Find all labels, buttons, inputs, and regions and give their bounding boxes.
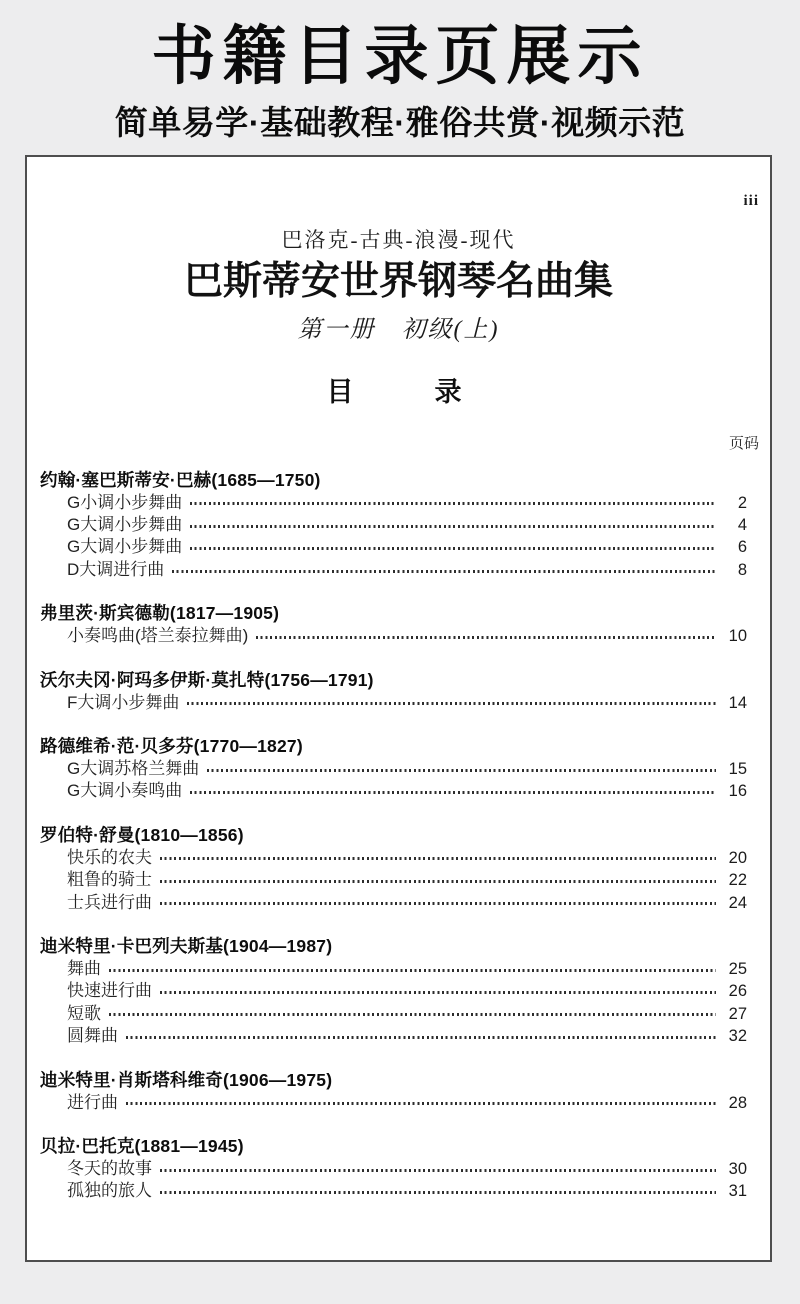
toc-list: [27, 469, 770, 1203]
piece-title: 快速进行曲: [67, 981, 152, 1001]
piece-title: 小奏鸣曲(塔兰泰拉舞曲): [67, 626, 249, 646]
toc-entry: [40, 692, 747, 714]
dot-leader: [190, 547, 716, 550]
page-number: 2: [737, 493, 747, 512]
composer-heading: 约翰·塞巴斯蒂安·巴赫(1685—1750): [40, 469, 321, 490]
composer-heading: 沃尔夫冈·阿玛多伊斯·莫扎特(1756—1791): [40, 669, 374, 690]
dot-leader: [160, 1169, 716, 1172]
toc-section: [40, 1135, 747, 1203]
banner-subtitle: 简单易学·基础教程·雅俗共赏·视频示范: [114, 104, 686, 142]
piece-title: D大调进行曲: [67, 559, 165, 579]
piece-title: 快乐的农夫: [67, 847, 152, 867]
page-number: 26: [728, 982, 747, 1001]
page-number-column-label: 页码: [728, 435, 759, 452]
dot-leader: [187, 702, 716, 705]
dot-leader: [160, 991, 716, 994]
toc-entry: [40, 1003, 747, 1025]
dot-leader: [190, 791, 716, 794]
dot-leader: [190, 525, 716, 528]
piece-title: G大调小奏鸣曲: [67, 781, 183, 801]
banner-title: 书籍目录页展示: [151, 20, 649, 92]
page-number: 22: [728, 871, 747, 890]
composer-heading: 弗里茨·斯宾德勒(1817—1905): [40, 603, 280, 624]
page-number: 32: [728, 1027, 747, 1046]
toc-entry: [40, 559, 747, 581]
series-line: 巴洛克-古典-浪漫-现代: [281, 228, 516, 252]
toc-entry: [40, 1092, 747, 1114]
toc-entry: [40, 758, 747, 780]
toc-entry: [40, 847, 747, 869]
piece-title: G大调小步舞曲: [67, 515, 183, 535]
piece-title: G大调苏格兰舞曲: [67, 759, 200, 779]
dot-leader: [126, 1036, 716, 1039]
composer-heading: 罗伯特·舒曼(1810—1856): [40, 824, 244, 845]
page-number: 8: [737, 560, 747, 579]
page-number: 31: [728, 1182, 747, 1201]
volume-line: 第一册 初级(上): [297, 316, 500, 343]
piece-title: G大调小步舞曲: [67, 537, 183, 557]
dot-leader: [190, 502, 716, 505]
piece-title: 粗鲁的骑士: [67, 870, 152, 890]
toc-entry: [40, 980, 747, 1002]
dot-leader: [160, 902, 716, 905]
piece-title: 冬天的故事: [67, 1158, 152, 1178]
page-number: 6: [737, 538, 747, 557]
dot-leader: [160, 1191, 716, 1194]
composer-heading: 迪米特里·肖斯塔科维奇(1906—1975): [40, 1069, 333, 1090]
toc-section: [40, 469, 747, 582]
book-page: [25, 155, 772, 1262]
dot-leader: [207, 769, 716, 772]
page-number: 15: [728, 760, 747, 779]
toc-entry: [40, 625, 747, 647]
dot-leader: [160, 880, 716, 883]
dot-leader: [109, 1013, 716, 1016]
toc-entry: [40, 869, 747, 891]
page-number: 27: [728, 1004, 747, 1023]
composer-heading: 迪米特里·卡巴列夫斯基(1904—1987): [40, 935, 333, 956]
dot-leader: [256, 636, 716, 639]
toc-entry: [40, 536, 747, 558]
toc-entry: [40, 780, 747, 802]
page-number: 16: [728, 782, 747, 801]
toc-section: [40, 935, 747, 1048]
dot-leader: [172, 570, 716, 573]
toc-section: [40, 602, 747, 647]
toc-entry: [40, 1180, 747, 1202]
dot-leader: [109, 969, 716, 972]
page-number: 25: [728, 959, 747, 978]
folio-roman-numeral: iii: [743, 193, 759, 209]
page-number: 10: [728, 627, 747, 646]
piece-title: F大调小步舞曲: [67, 692, 180, 712]
dot-leader: [126, 1102, 716, 1105]
piece-title: 士兵进行曲: [67, 892, 152, 912]
toc-entry: [40, 492, 747, 514]
piece-title: 进行曲: [67, 1092, 118, 1112]
toc-section: [40, 735, 747, 803]
piece-title: 孤独的旅人: [67, 1181, 152, 1201]
page-number: 4: [737, 516, 747, 535]
page-number: 30: [728, 1159, 747, 1178]
toc-entry: [40, 514, 747, 536]
page-number: 28: [728, 1093, 747, 1112]
page-number: 20: [728, 848, 747, 867]
dot-leader: [160, 857, 716, 860]
page-number: 24: [728, 893, 747, 912]
piece-title: 舞曲: [67, 958, 101, 978]
toc-entry: [40, 1025, 747, 1047]
toc-entry: [40, 958, 747, 980]
toc-entry: [40, 1158, 747, 1180]
piece-title: 圆舞曲: [67, 1026, 118, 1046]
piece-title: G小调小步舞曲: [67, 492, 183, 512]
toc-section: [40, 824, 747, 914]
toc-title: 目 录: [326, 376, 471, 407]
promo-banner: [0, 0, 800, 144]
toc-entry: [40, 892, 747, 914]
toc-section: [40, 1069, 747, 1114]
piece-title: 短歌: [67, 1003, 101, 1023]
page-number: 14: [728, 693, 747, 712]
composer-heading: 贝拉·巴托克(1881—1945): [40, 1135, 244, 1156]
book-title: 巴斯蒂安世界钢琴名曲集: [183, 260, 613, 303]
toc-section: [40, 669, 747, 714]
composer-heading: 路德维希·范·贝多芬(1770—1827): [40, 736, 303, 757]
